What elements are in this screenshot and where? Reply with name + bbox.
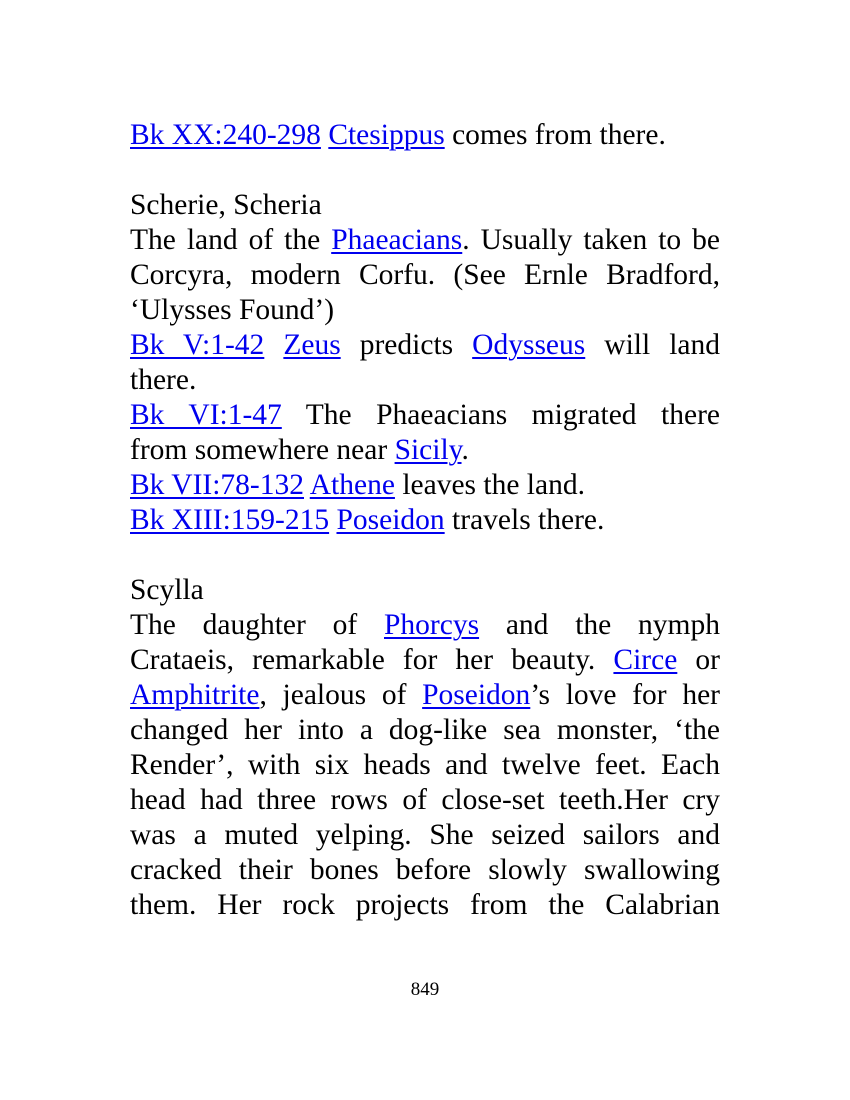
text-run: . Usually taken to be xyxy=(462,224,720,256)
heading-scherie: Scherie, Scheria xyxy=(130,189,322,221)
link-phorcys[interactable]: Phorcys xyxy=(384,609,480,641)
link-ctesippus[interactable]: Ctesippus xyxy=(328,119,445,151)
link-sicily[interactable]: Sicily xyxy=(394,434,462,466)
heading-scylla: Scylla xyxy=(130,574,204,606)
scylla-line-4: changed her into a dog-like sea monster, ‘the xyxy=(130,714,720,746)
link-bk-vii-78-132[interactable]: Bk VII:78-132 xyxy=(130,469,304,501)
link-poseidon-2[interactable]: Poseidon xyxy=(422,679,531,711)
text-run: or xyxy=(677,644,720,676)
link-bk-xiii-159-215[interactable]: Bk XIII:159-215 xyxy=(130,504,330,536)
scherie-line-5: there. xyxy=(130,364,197,396)
text-run: will land xyxy=(585,329,720,361)
spacer xyxy=(130,153,720,188)
text-run: Crataeis, remarkable for her beauty. xyxy=(130,644,614,676)
scherie-line-7 xyxy=(130,433,720,468)
text-run: from somewhere near xyxy=(130,434,395,466)
scylla-line-3 xyxy=(130,678,720,713)
text-run: predicts xyxy=(340,329,473,361)
text-run: leaves the land. xyxy=(394,469,585,501)
scherie-line-6 xyxy=(130,398,720,433)
entry-text: comes from there. xyxy=(444,119,666,151)
link-phaeacians[interactable]: Phaeacians xyxy=(331,224,463,256)
scherie-line-8 xyxy=(130,468,720,503)
scylla-line-9: them. Her rock projects from the Calabrian xyxy=(130,889,720,921)
scylla-line-1 xyxy=(130,608,720,643)
entry-line xyxy=(130,118,720,153)
scylla-line-2 xyxy=(130,643,720,678)
scherie-line-9 xyxy=(130,503,720,538)
text-run: , jealous of xyxy=(259,679,423,711)
link-bk-vi-1-47[interactable]: Bk VI:1-47 xyxy=(130,399,282,431)
link-bk-v-1-42[interactable]: Bk V:1-42 xyxy=(130,329,265,361)
text-run: ’s love for her xyxy=(530,679,720,711)
text-run: and the nymph xyxy=(479,609,720,641)
scherie-line-4 xyxy=(130,328,720,363)
page-number: 849 xyxy=(410,979,440,1000)
link-amphitrite[interactable]: Amphitrite xyxy=(130,679,260,711)
link-zeus[interactable]: Zeus xyxy=(283,329,341,361)
link-athene[interactable]: Athene xyxy=(309,469,395,501)
scherie-line-3: ‘Ulysses Found’) xyxy=(130,294,335,326)
text-run: The land of the xyxy=(130,224,332,256)
link-circe[interactable]: Circe xyxy=(613,644,678,676)
scylla-line-5: Render’, with six heads and twelve feet. Each xyxy=(130,749,720,781)
scherie-line-1 xyxy=(130,223,720,258)
text-run: travels there. xyxy=(444,504,605,536)
link-bk-xx-240-298[interactable]: Bk XX:240-298 xyxy=(130,119,321,151)
text-run: The daughter of xyxy=(130,609,384,641)
spacer xyxy=(130,538,720,573)
text-run: . xyxy=(461,434,469,466)
scylla-line-8: cracked their bones before slowly swallowing xyxy=(130,854,720,886)
link-odysseus[interactable]: Odysseus xyxy=(472,329,586,361)
scylla-line-6: head had three rows of close-set teeth.Her cry xyxy=(130,784,720,816)
link-poseidon[interactable]: Poseidon xyxy=(336,504,445,536)
text-run: The Phaeacians migrated there xyxy=(281,399,720,431)
page-body xyxy=(130,118,720,923)
scylla-line-7: was a muted yelping. She seized sailors and xyxy=(130,819,720,851)
scherie-line-2: Corcyra, modern Corfu. (See Ernle Bradford, xyxy=(130,259,720,291)
